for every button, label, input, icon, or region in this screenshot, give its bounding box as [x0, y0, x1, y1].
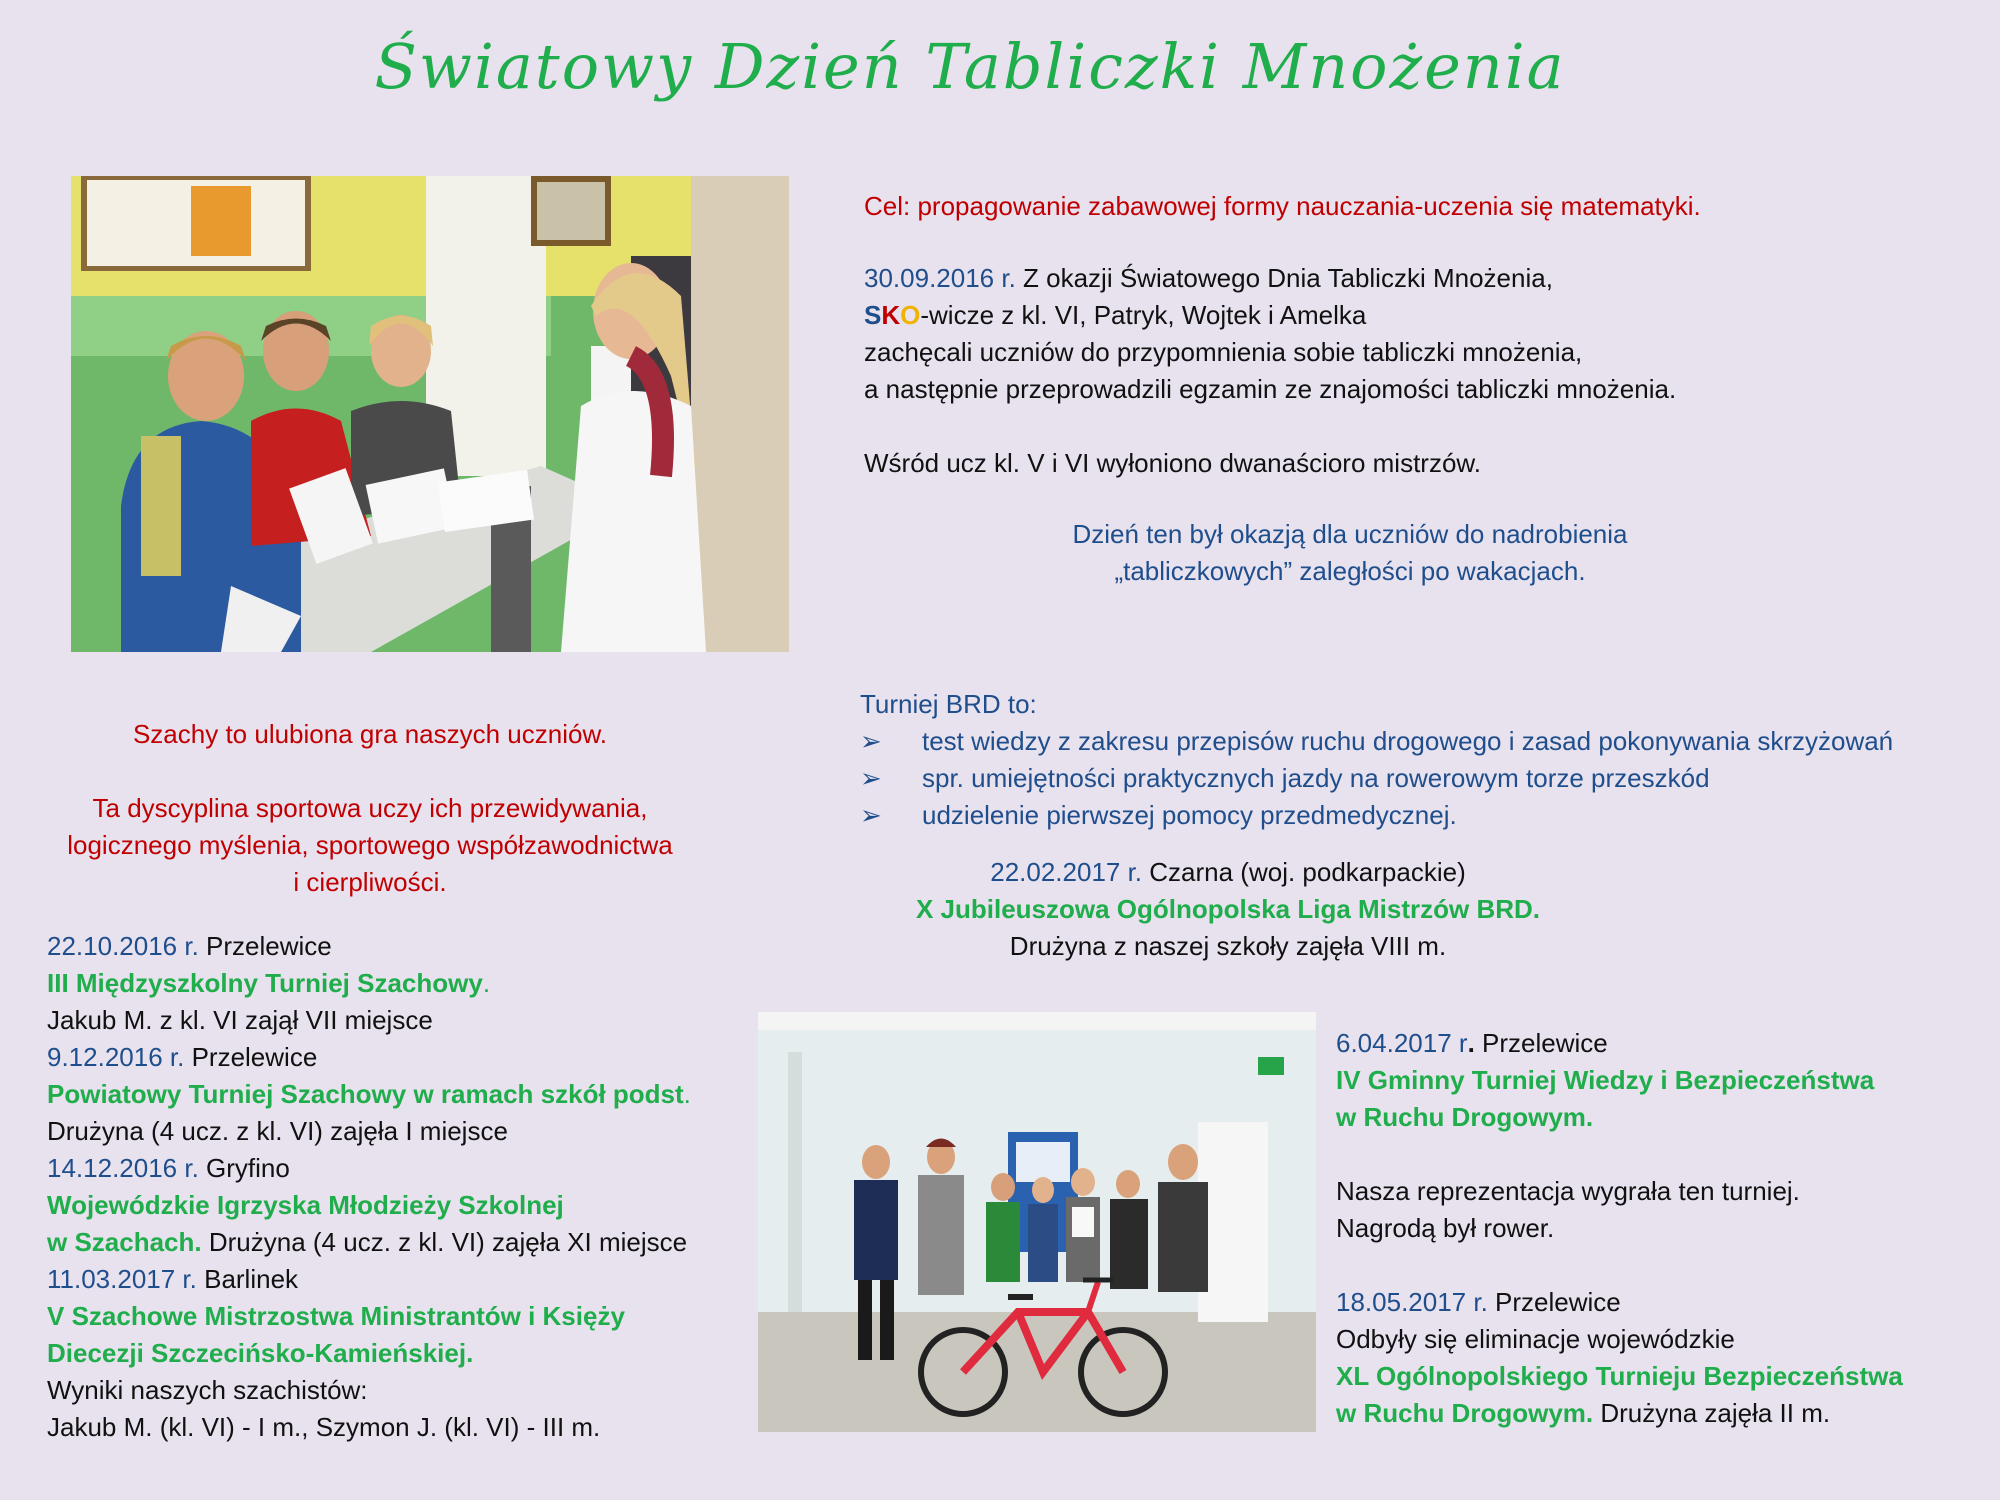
wojewodzkie-name-2: w Ruchu Drogowym. — [1336, 1398, 1594, 1428]
chess-intro-line-2: Ta dyscyplina sportowa uczy ich przewidywania, — [92, 793, 648, 823]
chess-event-4-date: 11.03.2017 r. — [47, 1264, 197, 1294]
gminny-date-dot: . — [1467, 1028, 1475, 1058]
chess-event-3-header — [47, 1150, 747, 1187]
chess-intro — [30, 716, 710, 901]
occasion-text — [900, 516, 1800, 590]
gminny-name-2: w Ruchu Drogowym. — [1336, 1102, 1594, 1132]
page-title: Światowy Dzień Tabliczki Mnożenia — [374, 30, 1566, 103]
chess-event-2-place: Przelewice — [184, 1042, 318, 1072]
event-line-5: Wśród ucz kl. V i VI wyłoniono dwanaścioro mistrzów. — [864, 448, 1481, 478]
chess-event-2-date: 9.12.2016 r. — [47, 1042, 185, 1072]
chess-event-2-name: Powiatowy Turniej Szachowy w ramach szkół podst — [47, 1079, 684, 1109]
wojewodzkie-result: Drużyna zajęła II m. — [1593, 1398, 1831, 1428]
chess-event-1-dot: . — [482, 968, 491, 998]
gminny-name-1: IV Gminny Turniej Wiedzy i Bezpieczeństwa — [1336, 1065, 1875, 1095]
chess-event-1-header — [47, 928, 747, 965]
arrow-bullet-icon: ➢ — [860, 800, 882, 830]
arrow-bullet-icon: ➢ — [860, 763, 882, 793]
event-multiplication-day — [864, 260, 1924, 482]
brd-date: 22.02.2017 r. — [990, 857, 1143, 887]
chess-event-4-place: Barlinek — [196, 1264, 299, 1294]
chess-event-4-name-2: Diecezji Szczecińsko-Kamieńskiej. — [47, 1338, 474, 1368]
chess-event-2-header — [47, 1039, 747, 1076]
brd-date-line — [848, 854, 1608, 891]
goal-text: Cel: propagowanie zabawowej formy nauczania-uczenia się matematyki. — [864, 191, 1701, 221]
event-line-2 — [864, 297, 1924, 334]
bicycle-group-photo — [758, 1012, 1316, 1432]
chess-intro-line-4: i cierpliwości. — [293, 867, 447, 897]
chess-event-1-title — [47, 965, 747, 1002]
chess-event-1-name: III Międzyszkolny Turniej Szachowy — [47, 968, 483, 998]
chess-event-4-name-1: V Szachowe Mistrzostwa Ministrantów i Księży — [47, 1301, 625, 1331]
chess-event-4-result-1: Wyniki naszych szachistów: — [47, 1375, 368, 1405]
occasion-line-2: „tabliczkowych” zaległości po wakacjach. — [1114, 556, 1586, 586]
wojewodzkie-name-1: XL Ogólnopolskiego Turnieju Bezpieczeństwa — [1336, 1361, 1903, 1391]
chess-event-1-place: Przelewice — [198, 931, 332, 961]
wojewodzkie-date: 18.05.2017 r. — [1336, 1287, 1488, 1317]
brd-result-line: Drużyna z naszej szkoły zajęła VIII m. — [1009, 931, 1447, 961]
brd-bullet-3 — [860, 797, 1970, 834]
occasion-line-1: Dzień ten był okazją dla uczniów do nadrobienia — [1072, 519, 1628, 549]
event-description: Z okazji Światowego Dnia Tabliczki Mnożenia, — [1015, 263, 1553, 293]
brd-section — [860, 686, 1970, 834]
arrow-bullet-icon: ➢ — [860, 726, 882, 756]
brd-place: Czarna (woj. podkarpackie) — [1142, 857, 1466, 887]
event-line-1 — [864, 260, 1924, 297]
chess-event-3-name-2: w Szachach. — [47, 1227, 202, 1257]
event-line-4: a następnie przeprowadzili egzamin ze znajomości tabliczki mnożenia. — [864, 374, 1677, 404]
wojewodzkie-header — [1336, 1284, 1976, 1321]
chess-event-3-date: 14.12.2016 r. — [47, 1153, 199, 1183]
event-date: 30.09.2016 r. — [864, 263, 1016, 293]
chess-intro-line-3: logicznego myślenia, sportowego współzawodnictwa — [67, 830, 673, 860]
sko-letter-k: K — [881, 300, 901, 330]
chess-event-1-result: Jakub M. z kl. VI zajął VII miejsce — [47, 1005, 433, 1035]
brd-bullet-1 — [860, 723, 1970, 760]
gminny-section — [1336, 1025, 1976, 1432]
brd-bullet-2 — [860, 760, 1970, 797]
brd-item-3: udzielenie pierwszej pomocy przedmedycznej. — [922, 800, 1457, 830]
gminny-result-2: Nagrodą był rower. — [1336, 1213, 1555, 1243]
chess-event-1-date: 22.10.2016 r. — [47, 931, 199, 961]
brd-item-2: spr. umiejętności praktycznych jazdy na rowerowym torze przeszkód — [922, 763, 1710, 793]
chess-event-2-title — [47, 1076, 747, 1113]
gminny-place: Przelewice — [1474, 1028, 1608, 1058]
chess-event-3-name-1: Wojewódzkie Igrzyska Młodzieży Szkolnej — [47, 1190, 564, 1220]
wojewodzkie-title-result — [1336, 1395, 1976, 1432]
brd-result — [848, 854, 1608, 965]
gminny-result-1: Nasza reprezentacja wygrała ten turniej. — [1336, 1176, 1800, 1206]
chess-event-3-result: Drużyna (4 ucz. z kl. VI) zajęła XI miejsce — [201, 1227, 688, 1257]
chess-event-4-header — [47, 1261, 747, 1298]
sko-letter-s: S — [864, 300, 882, 330]
gminny-date: 6.04.2017 r — [1336, 1028, 1468, 1058]
chess-event-2-result: Drużyna (4 ucz. z kl. VI) zajęła I miejsce — [47, 1116, 508, 1146]
chess-event-4-result-2: Jakub M. (kl. VI) - I m., Szymon J. (kl. VI) - III m. — [47, 1412, 601, 1442]
event-participants: -wicze z kl. VI, Patryk, Wojtek i Amelka — [920, 300, 1367, 330]
chess-event-3-place: Gryfino — [198, 1153, 290, 1183]
brd-heading: Turniej BRD to: — [860, 689, 1037, 719]
sko-letter-o: O — [900, 300, 921, 330]
event-line-3: zachęcali uczniów do przypomnienia sobie tabliczki mnożenia, — [864, 337, 1583, 367]
brd-item-1: test wiedzy z zakresu przepisów ruchu drogowego i zasad pokonywania skrzyżowań — [922, 726, 1894, 756]
wojewodzkie-place: Przelewice — [1487, 1287, 1621, 1317]
chess-event-3-title-result — [47, 1224, 747, 1261]
chess-event-2-dot: . — [683, 1079, 691, 1109]
classroom-photo — [71, 176, 789, 652]
chess-results — [47, 928, 747, 1446]
chess-intro-line-1: Szachy to ulubiona gra naszych uczniów. — [132, 719, 608, 749]
gminny-header — [1336, 1025, 1976, 1062]
brd-name: X Jubileuszowa Ogólnopolska Liga Mistrzów BRD. — [915, 894, 1541, 924]
wojewodzkie-line-1: Odbyły się eliminacje wojewódzkie — [1336, 1324, 1735, 1354]
